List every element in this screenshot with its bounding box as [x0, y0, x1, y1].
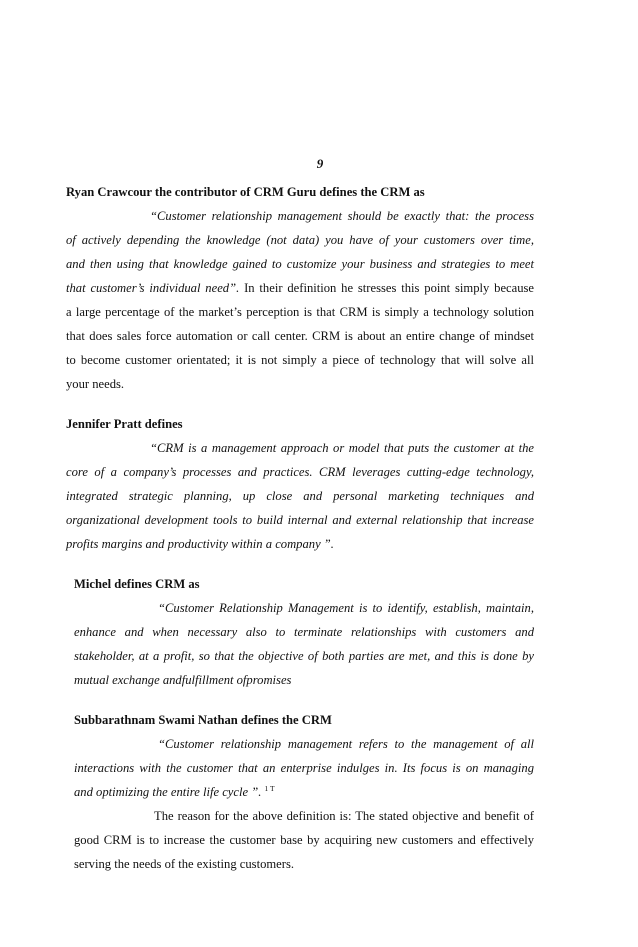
- quote-line: mutual exchange andfulfillment ofpromises: [74, 673, 292, 687]
- body-line: that does sales force automation or call center. CRM is about an entire change of mindset: [66, 329, 534, 343]
- quote-line: “Customer relationship management should be exactly that: the process: [150, 209, 534, 223]
- quote-line: “CRM is a management approach or model that puts the customer at the: [150, 441, 534, 455]
- body-text: In their definition he stresses this point simply because: [239, 281, 535, 295]
- quote-line: enhance and when necessary also to terminate relationships with customers and: [74, 625, 534, 639]
- body-line: good CRM is to increase the customer base by acquiring new customers and effectively: [74, 833, 534, 847]
- quote-line: of actively depending the knowledge (not data) you have of your customers over time,: [66, 233, 534, 247]
- quote-line: [74, 784, 275, 800]
- quote-line: organizational development tools to build internal and external relationship that increase: [66, 513, 534, 527]
- quote-end: that customer’s individual need”.: [66, 281, 240, 295]
- body-line: The reason for the above definition is: The stated objective and benefit of: [154, 809, 534, 823]
- section-heading-nathan: Subbarathnam Swami Nathan defines the CRM: [74, 713, 332, 727]
- quote-line: stakeholder, at a profit, so that the objective of both parties are met, and this is done by: [74, 649, 534, 663]
- page-number: 9: [316, 156, 324, 171]
- quote-line: “Customer Relationship Management is to identify, establish, maintain,: [158, 601, 534, 615]
- quote-line: profits margins and productivity within a company ”.: [66, 537, 334, 551]
- section-heading-crawcour: Ryan Crawcour the contributor of CRM Guru defines the CRM as: [66, 185, 425, 199]
- quote-end: and optimizing the entire life cycle ”.: [74, 785, 262, 799]
- quote-line: integrated strategic planning, up close and personal marketing techniques and: [66, 489, 534, 503]
- section-heading-pratt: Jennifer Pratt defines: [66, 417, 183, 431]
- mixed-line: [66, 280, 534, 296]
- section-heading-michel: Michel defines CRM as: [74, 577, 200, 591]
- footnote-reference: 1 T: [264, 783, 275, 793]
- quote-line: “Customer relationship management refers to the management of all: [158, 737, 534, 751]
- quote-line: core of a company’s processes and practices. CRM leverages cutting-edge technology,: [66, 465, 534, 479]
- quote-line: interactions with the customer that an enterprise indulges in. Its focus is on managing: [74, 761, 534, 775]
- body-line: to become customer orientated; it is not simply a piece of technology that will solve all: [66, 353, 534, 367]
- quote-line: and then using that knowledge gained to customize your business and strategies to meet: [66, 257, 534, 271]
- body-line: your needs.: [66, 377, 125, 391]
- body-line: a large percentage of the market’s perception is that CRM is simply a technology solution: [66, 305, 534, 319]
- body-line: serving the needs of the existing customers.: [74, 857, 294, 871]
